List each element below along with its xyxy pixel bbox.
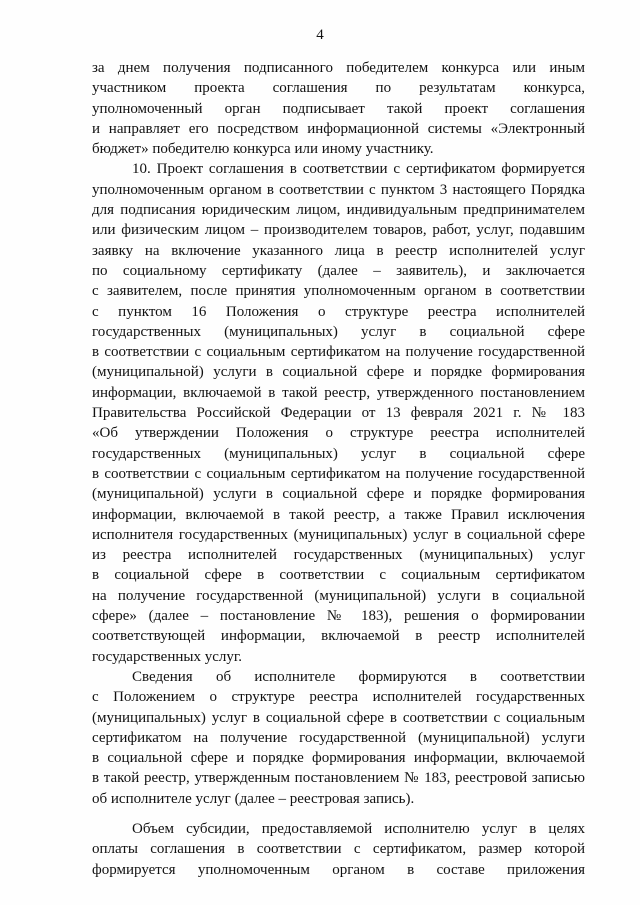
body-text [92, 58, 585, 880]
text-line: в соответствии с социальным сертификатом на получение государственной [92, 465, 585, 482]
text-line: за днем получения подписанного победителем конкурса или иным [92, 60, 585, 76]
text-line: на получение государственной (муниципальной) услуги в социальной [92, 587, 585, 604]
text-line: в соответствии с социальным сертификатом на получение государственной [92, 344, 585, 361]
text-line: государственных (муниципальных) услуг в социальной сфере [92, 445, 585, 462]
text-line: с заявителем, после принятия уполномоченным органом в соответствии [92, 283, 585, 300]
paragraph-gap [92, 809, 585, 819]
text-line: Сведения об исполнителе формируются в соответствии [132, 668, 585, 685]
page-number: 4 [316, 27, 324, 43]
text-line: по социальному сертификату (далее – заявитель), и заключается [92, 262, 585, 279]
text-line: информации, включаемой в такой реестр, а также Правил исключения [92, 506, 585, 523]
text-line: заявку на включение указанного лица в реестр исполнителей услуг [92, 242, 585, 259]
text-line: (муниципальной) услуги в социальной сфере и порядке формирования [92, 364, 585, 381]
text-line: оплаты соглашения в соответствии с сертификатом, размер которой [92, 841, 585, 858]
text-line: в такой реестр, утвержденным постановлением № 183, реестровой записью [92, 770, 585, 787]
text-line: соответствующей информации, включаемой в реестр исполнителей [92, 628, 585, 645]
text-line: в социальной сфере и порядке формирования информации, включаемой [92, 750, 585, 767]
text-line: Объем субсидии, предоставляемой исполнителю услуг в целях [132, 820, 585, 837]
text-line: для подписания юридическим лицом, индивидуальным предпринимателем [92, 202, 585, 219]
text-line: и направляет его посредством информационной системы «Электронный [92, 120, 585, 137]
text-line: «Об утверждении Положения о структуре реестра исполнителей [92, 425, 585, 442]
text-line: участником проекта соглашения по результатам конкурса, [92, 80, 585, 97]
text-line: из реестра исполнителей государственных (муниципальных) услуг [92, 547, 585, 564]
text-line: сертификатом на получение государственной (муниципальной) услуги [92, 729, 585, 746]
text-line: исполнителя государственных (муниципальных) услуг в социальной сфере [92, 526, 585, 543]
text-line: в социальной сфере в соответствии с социальным сертификатом [92, 567, 585, 584]
text-line: с пунктом 16 Положения о структуре реестра исполнителей [92, 303, 585, 320]
text-line: сфере» (далее – постановление № 183), решения о формировании [92, 608, 585, 625]
text-line: (муниципальной) услуги в социальной сфере и порядке формирования [92, 486, 585, 503]
text-line: или физическим лицом – производителем товаров, работ, услуг, подавшим [92, 222, 585, 239]
text-line: (муниципальных) услуг в социальной сфере в соответствии с социальным [92, 709, 585, 726]
text-line: об исполнителе услуг (далее – реестровая запись). [92, 790, 415, 807]
text-line: информации, включаемой в такой реестр, утвержденного постановлением [92, 384, 585, 401]
text-line: уполномоченным органом в соответствии с пунктом 3 настоящего Порядка [92, 181, 585, 198]
text-line: с Положением о структуре реестра исполнителей государственных [92, 689, 585, 706]
text-line: бюджет» победителю конкурса или иному участнику. [92, 141, 434, 158]
text-line: Правительства Российской Федерации от 13 февраля 2021 г. № 183 [92, 405, 585, 422]
text-line: уполномоченный орган подписывает такой проект соглашения [92, 100, 585, 117]
text-line: 10. Проект соглашения в соответствии с сертификатом формируется [132, 161, 585, 178]
text-line: государственных услуг. [92, 648, 243, 665]
text-line: формируется уполномоченным органом в составе приложения [92, 861, 585, 878]
text-line: государственных (муниципальных) услуг в социальной сфере [92, 323, 585, 340]
